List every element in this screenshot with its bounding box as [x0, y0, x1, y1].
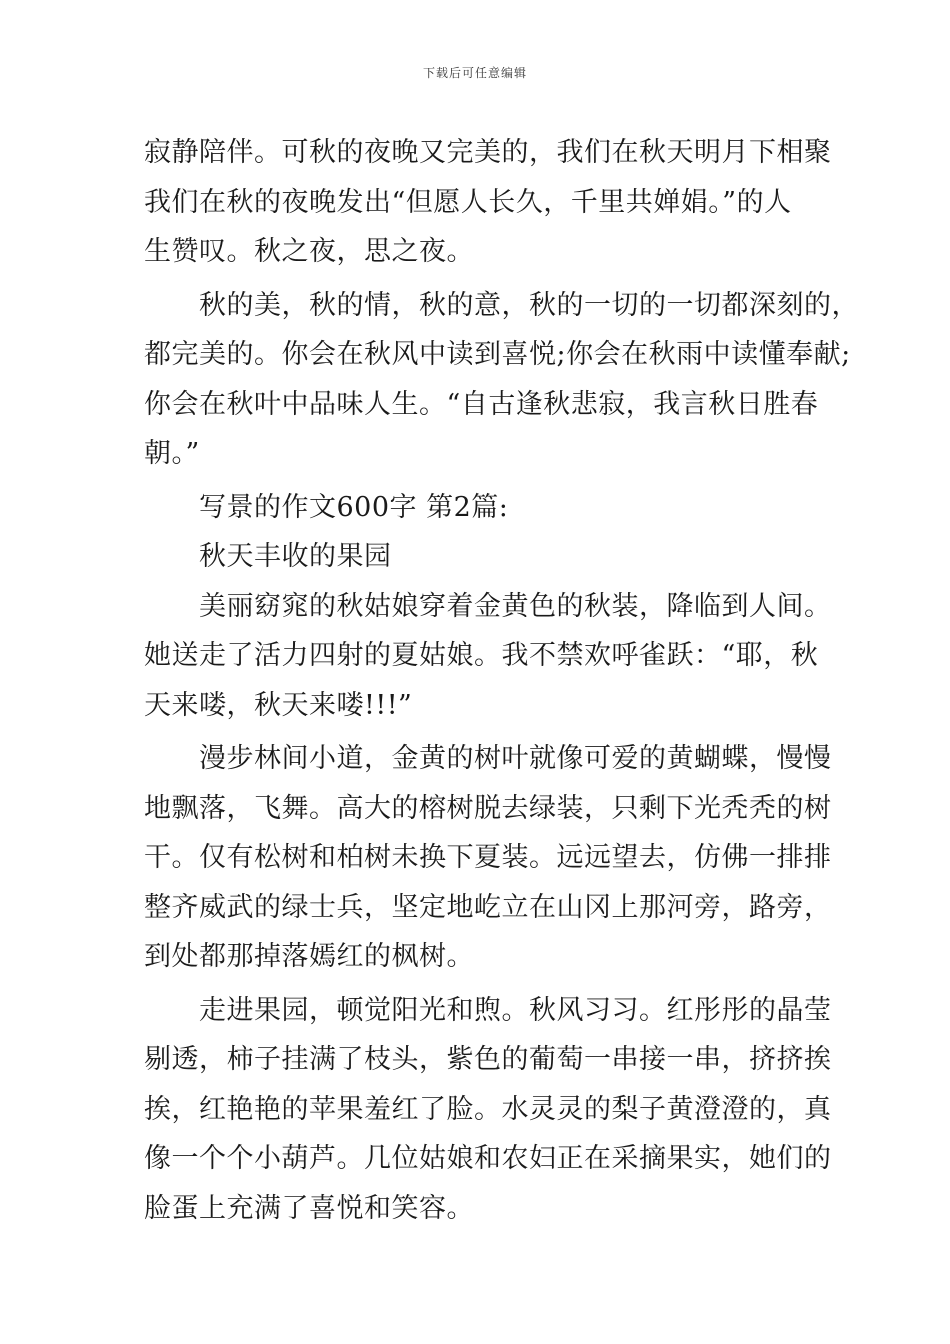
text-line: 天来喽，秋天来喽!!!”	[144, 689, 413, 721]
page-header: 下载后可任意编辑	[422, 66, 527, 80]
text-line: 地飘落，飞舞。高大的榕树脱去绿装，只剩下光秃秃的树	[144, 792, 832, 824]
text-line: 剔透，柿子挂满了枝头，紫色的葡萄一串接一串，挤挤挨	[144, 1044, 832, 1075]
document-body	[144, 128, 859, 1233]
text-line: 我们在秋的夜晚发出“但愿人长久，千里共婵娟。”的人	[144, 186, 792, 218]
text-line: 脸蛋上充满了喜悦和笑容。	[144, 1192, 474, 1224]
text-line: 她送走了活力四射的夏姑娘。我不禁欢呼雀跃：“耶，秋	[144, 640, 819, 671]
paragraph-first-line: 秋的美，秋的情，秋的意，秋的一切的一切都深刻的，	[199, 289, 859, 321]
paragraph-first-line: 美丽窈窕的秋姑娘穿着金黄色的秋装，降临到人间。	[199, 590, 832, 622]
text-line: 生赞叹。秋之夜，思之夜。	[144, 236, 474, 267]
text-line: 到处都那掉落嫣红的枫树。	[144, 941, 474, 972]
text-line: 干。仅有松树和柏树未换下夏装。远远望去，仿佛一排排	[144, 842, 832, 873]
paragraph-first-line: 漫步林间小道，金黄的树叶就像可爱的黄蝴蝶，慢慢	[199, 743, 832, 774]
section-heading: 写景的作文600字 第2篇:	[199, 491, 509, 523]
text-line: 寂静陪伴。可秋的夜晚又完美的，我们在秋天明月下相聚	[144, 137, 832, 168]
text-line: 整齐威武的绿士兵，坚定地屹立在山冈上那河旁，路旁，	[144, 891, 832, 923]
text-line: 朝。”	[144, 438, 200, 469]
article-title: 秋天丰收的果园	[199, 541, 392, 572]
text-line: 像一个个小葫芦。几位姑娘和农妇正在采摘果实，她们的	[144, 1143, 832, 1174]
paragraph-first-line: 走进果园，顿觉阳光和煦。秋风习习。红彤彤的晶莹	[199, 994, 832, 1026]
text-line: 你会在秋叶中品味人生。“自古逢秋悲寂，我言秋日胜春	[144, 388, 819, 420]
text-line: 都完美的。你会在秋风中读到喜悦;你会在秋雨中读懂奉献;	[144, 339, 851, 370]
text-line: 挨，红艳艳的苹果羞红了脸。水灵灵的梨子黄澄澄的，真	[144, 1093, 832, 1125]
